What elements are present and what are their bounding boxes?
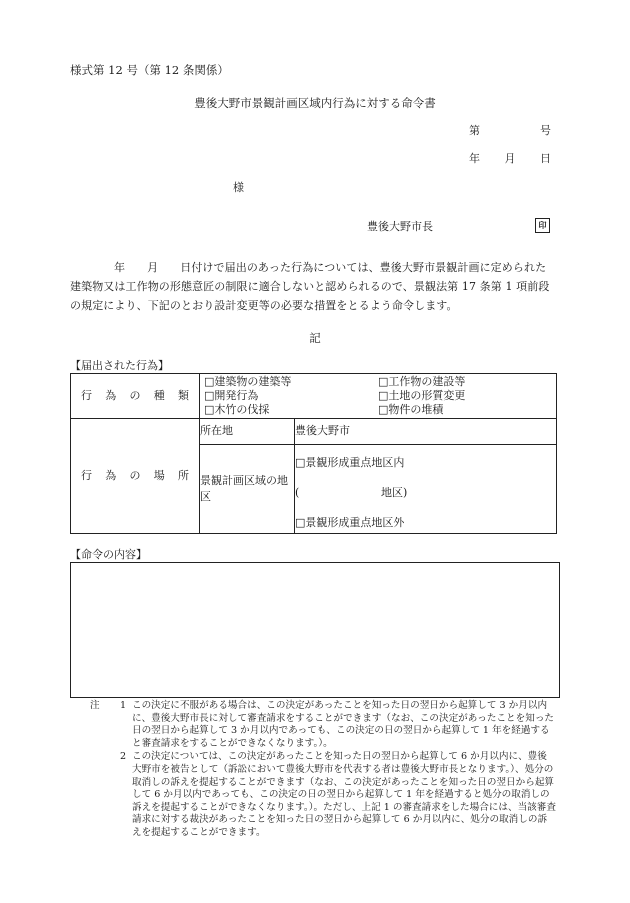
kind-checkbox-development[interactable]: □開発行為 bbox=[204, 389, 259, 402]
place-label-char: 場 bbox=[153, 468, 165, 482]
area-district-open-paren: ( bbox=[295, 486, 300, 499]
area-options bbox=[295, 445, 557, 534]
number-dai: 第 bbox=[469, 124, 480, 137]
form-number: 様式第 12 号（第 12 条関係） bbox=[70, 63, 229, 77]
date-day: 日 bbox=[540, 152, 551, 165]
kind-checkbox-tree-felling[interactable]: □木竹の伐採 bbox=[204, 403, 270, 416]
notes-prefix-spacer bbox=[90, 751, 120, 839]
location-value[interactable]: 豊後大野市 bbox=[295, 419, 557, 445]
body-month: 月 bbox=[147, 261, 159, 274]
note-number: 2 bbox=[120, 751, 127, 763]
order-body-text bbox=[70, 258, 555, 315]
kind-checkbox-building[interactable]: □建築物の建築等 bbox=[204, 375, 292, 388]
kind-label-char: 種 bbox=[153, 388, 165, 402]
document-title: 豊後大野市景観計画区域内行為に対する命令書 bbox=[194, 96, 436, 110]
document-number-line bbox=[469, 123, 551, 140]
note-text: この決定については、この決定があったことを知った日の翌日から起算して 6 か月以内に、豊後大野市を被告として（訴訟において豊後大野市を代表する者は豊後大野市長となります。）、処分の取消しの訴えを提起することができます（なお、この決定があったことを知った日の翌日から起算して 6 か月以内であっても、この決定の日の翌日から起算して 1 年を経過すると処分の取消しの訴えを提起することができなくなります。）。ただし、上記 1 の審査請求をした場合には、当該審査請求に対する裁決があったことを知った日の翌日から起算して 6 か月以内に、処分の取消しの訴えを提起することができます。 bbox=[132, 751, 556, 838]
note-item bbox=[90, 700, 556, 750]
area-inside-checkbox[interactable]: □景観形成重点地区内 bbox=[295, 456, 405, 469]
note-text: この決定に不服がある場合は、この決定があったことを知った日の翌日から起算して 3 か月以内に、豊後大野市長に対して審査請求をすることができます（なお、この決定があったことを知った日の翌日から起算して 3 か月以内であっても、この決定の日の翌日から起算して 1 年を経過すると審査請求をすることができなくなります。）。 bbox=[132, 700, 555, 749]
date-month: 月 bbox=[504, 152, 516, 165]
area-label bbox=[200, 445, 295, 534]
area-district-suffix: 地区) bbox=[381, 486, 408, 499]
filed-section-heading: 【届出された行為】 bbox=[70, 359, 169, 372]
place-label-char: の bbox=[129, 468, 141, 482]
activity-kind-options bbox=[200, 374, 557, 419]
kind-label-char: 行 bbox=[81, 388, 92, 402]
body-year: 年 bbox=[114, 261, 126, 274]
notes-section bbox=[90, 700, 556, 840]
area-district-line[interactable] bbox=[295, 485, 556, 515]
order-content-box[interactable] bbox=[70, 562, 560, 698]
place-label-char: 行 bbox=[81, 468, 92, 482]
ki-heading: 記 bbox=[309, 331, 321, 345]
notes-prefix: 注 bbox=[90, 700, 100, 711]
body-main-text: 日付けで届出のあった行為については、豊後大野市景観計画に定められた建築物又は工作物の形態意匠の制限に適合しないと認められるので、景観法第 17 条第 1 項前段の規定により、下記のとおり設計変更等の必要な措置をとるよう命令します。 bbox=[70, 261, 550, 312]
activity-kind-label bbox=[71, 374, 200, 419]
kind-checkbox-structure[interactable]: □工作物の建設等 bbox=[378, 375, 466, 388]
date-line bbox=[469, 151, 551, 168]
kind-label-char: 為 bbox=[105, 388, 117, 402]
number-go: 号 bbox=[540, 124, 551, 137]
place-label-char: 為 bbox=[105, 468, 117, 482]
location-label: 所在地 bbox=[200, 419, 295, 445]
area-outside-checkbox[interactable]: □景観形成重点地区外 bbox=[295, 516, 405, 529]
filed-activity-table bbox=[70, 373, 557, 534]
date-year: 年 bbox=[469, 152, 480, 165]
kind-checkbox-land-change[interactable]: □土地の形質変更 bbox=[378, 389, 466, 402]
order-section-heading: 【命令の内容】 bbox=[70, 548, 147, 561]
kind-checkbox-stockpile[interactable]: □物件の堆積 bbox=[378, 403, 444, 416]
area-label-text: 景観計画区域の地区 bbox=[200, 473, 288, 503]
addressee: 様 bbox=[233, 181, 244, 194]
kind-label-char: の bbox=[129, 388, 141, 402]
kind-label-char: 類 bbox=[178, 388, 189, 402]
note-number: 1 bbox=[120, 700, 127, 711]
note-item bbox=[90, 751, 556, 839]
place-label-char: 所 bbox=[178, 468, 189, 482]
issuer-name: 豊後大野市長 bbox=[367, 220, 433, 233]
activity-place-label bbox=[71, 419, 200, 534]
seal-mark: 印 bbox=[535, 218, 550, 233]
